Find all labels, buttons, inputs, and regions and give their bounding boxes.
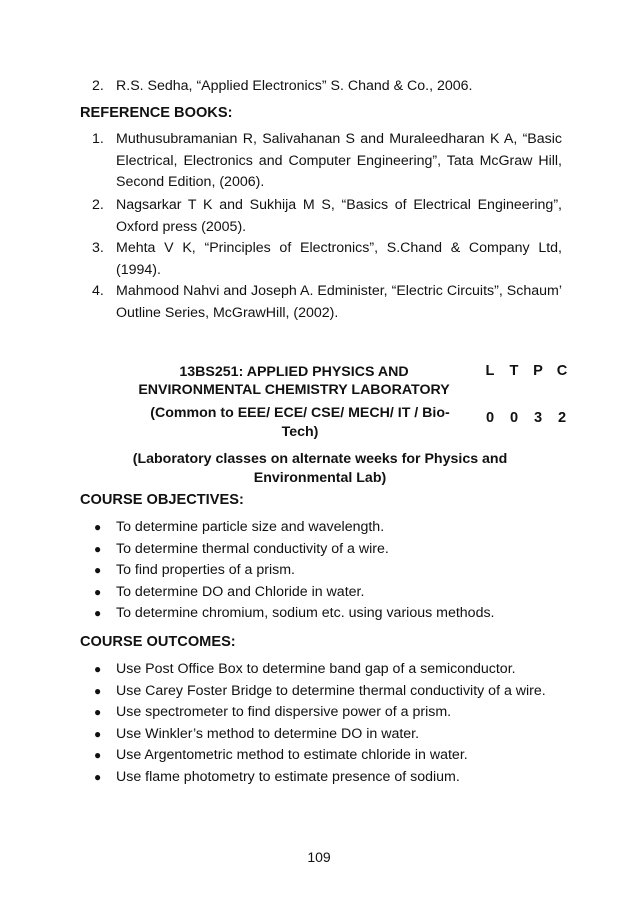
reference-item (92, 195, 562, 238)
item-text: Mehta V K, “Principles of Electronics”, S.Chand & Company Ltd, (1994). (116, 240, 562, 278)
bullet-icon: ● (94, 705, 102, 719)
outcome-text: Use Winkler’s method to determine DO in water. (116, 725, 420, 742)
objective-text: To determine DO and Chloride in water. (116, 583, 365, 600)
item-text: Nagsarkar T K and Sukhija M S, “Basics of Electrical Engineering”, Oxford press (2005). (116, 197, 562, 235)
ltpc-value-p: 3 (533, 410, 543, 426)
bullet-icon: ● (94, 541, 102, 556)
bullet-icon: ● (94, 683, 102, 698)
item-text: R.S. Sedha, “Applied Electronics” S. Chand & Co., 2006. (116, 78, 473, 94)
bullet-icon: ● (94, 726, 102, 741)
list-item (92, 745, 562, 767)
lab-note (100, 450, 540, 488)
textbook-item (92, 76, 562, 98)
reference-books-heading: REFERENCE BOOKS: (80, 105, 233, 121)
list-item (92, 560, 562, 582)
list-item (92, 681, 562, 703)
common-to-line-1: (Common to EEE/ ECE/ CSE/ MECH/ IT / Bio- (150, 405, 450, 421)
bullet-icon: ● (94, 563, 102, 577)
course-common-to (130, 404, 470, 442)
list-item (92, 582, 562, 604)
bullet-icon: ● (94, 748, 102, 762)
objective-text: To determine chromium, sodium etc. using various methods. (116, 605, 495, 621)
outcome-text: Use spectrometer to find dispersive power of a prism. (116, 704, 452, 720)
item-number: 2. (92, 78, 104, 94)
bullet-icon: ● (94, 606, 102, 620)
ltpc-value-c: 2 (557, 410, 567, 426)
item-number: 3. (92, 240, 104, 256)
list-item (92, 702, 562, 724)
reference-item (92, 281, 562, 324)
list-item (92, 767, 562, 789)
objectives-list (92, 517, 562, 625)
item-number: 2. (92, 197, 104, 213)
ltpc-header-row (478, 363, 574, 379)
list-item (92, 539, 562, 561)
lab-note-line-1: (Laboratory classes on alternate weeks for Physics and (132, 451, 508, 467)
course-title-line-2: ENVIRONMENTAL CHEMISTRY LABORATORY (138, 382, 450, 398)
bullet-icon: ● (94, 662, 102, 676)
bullet-icon: ● (94, 584, 102, 599)
list-item (92, 603, 562, 625)
outcomes-list (92, 659, 562, 788)
item-text: Mahmood Nahvi and Joseph A. Edminister, “Electric Circuits”, Schaum’ Outline Series, McGrawHill, (2002). (116, 283, 562, 321)
lab-note-line-2: Environmental Lab) (253, 470, 387, 486)
ltpc-value-t: 0 (509, 410, 519, 426)
common-to-line-2: Tech) (281, 424, 319, 440)
ltpc-values-row (478, 410, 574, 426)
reference-item (92, 129, 562, 194)
objective-text: To find properties of a prism. (116, 562, 295, 578)
item-text: Muthusubramanian R, Salivahanan S and Muraleedharan K A, “Basic Electrical, Electronics and Computer Engineering”, Tata McGraw Hill, Second Edition, (2006). (116, 131, 562, 190)
ltpc-header-p: P (533, 363, 543, 379)
course-objectives-heading: COURSE OBJECTIVES: (80, 492, 244, 508)
objective-text: To determine thermal conductivity of a wire. (116, 540, 389, 557)
bullet-icon: ● (94, 520, 102, 534)
ltpc-header-t: T (509, 363, 519, 379)
outcome-text: Use Carey Foster Bridge to determine thermal conductivity of a wire. (116, 682, 546, 699)
item-number: 1. (92, 131, 104, 147)
item-number: 4. (92, 283, 104, 299)
ltpc-header-c: C (556, 363, 568, 379)
list-item (92, 659, 562, 681)
bullet-icon: ● (94, 769, 102, 784)
ltpc-value-l: 0 (485, 410, 495, 426)
page-number: 109 (307, 849, 331, 865)
course-title-line-1: 13BS251: APPLIED PHYSICS AND (179, 364, 409, 380)
ltpc-header-l: L (485, 363, 495, 379)
outcome-text: Use Post Office Box to determine band gap of a semiconductor. (116, 661, 516, 677)
reference-item (92, 238, 562, 281)
course-outcomes-heading: COURSE OUTCOMES: (80, 634, 236, 650)
objective-text: To determine particle size and wavelength. (116, 519, 385, 535)
list-item (92, 517, 562, 539)
outcome-text: Use Argentometric method to estimate chloride in water. (116, 747, 468, 763)
list-item (92, 724, 562, 746)
course-title (118, 363, 470, 399)
outcome-text: Use flame photometry to estimate presence of sodium. (116, 768, 460, 785)
